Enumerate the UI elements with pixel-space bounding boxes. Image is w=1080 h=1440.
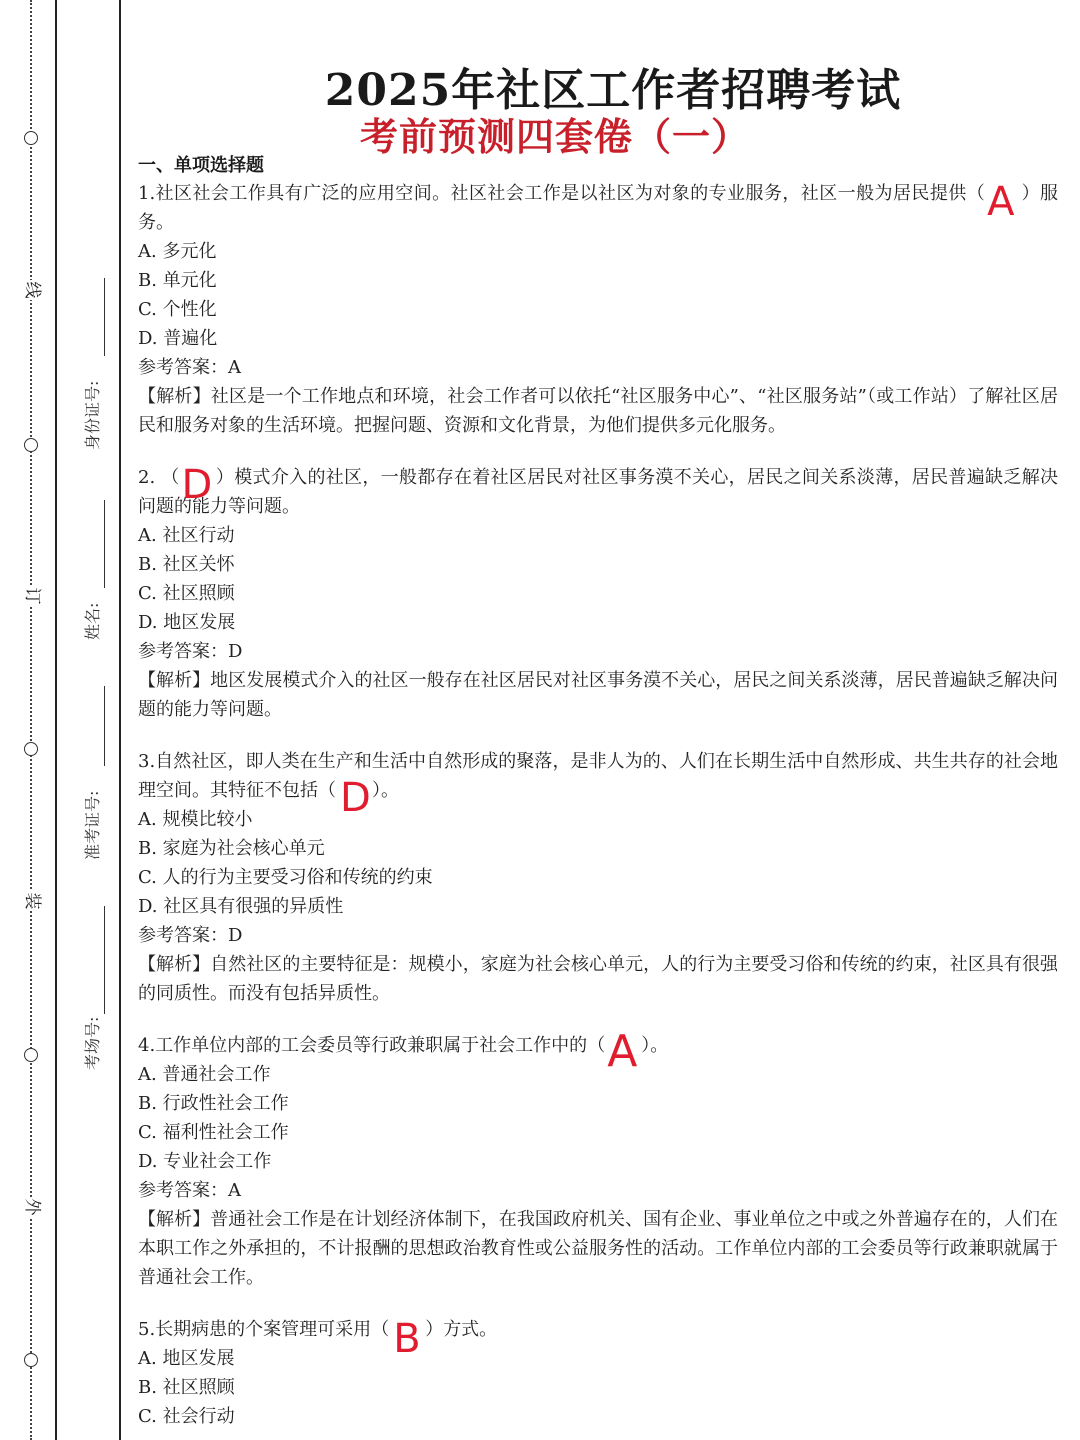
option-b: B. 家庭为社会核心单元	[138, 838, 325, 859]
option-d: D. 地区发展	[138, 612, 236, 633]
reference-answer: 参考答案：A	[138, 1180, 241, 1201]
analysis: 【解析】普通社会工作是在计划经济体制下，在我国政府机关、国有企业、事业单位之中或之外普遍存在的，人们在本职工作之外承担的，不计报酬的思想政治教育性或公益服务性的活动。工作单位内部的工会委员等行政兼职就属于普通社会工作。	[138, 1209, 1058, 1288]
field-blank	[104, 906, 105, 1014]
option-c: C. 人的行为主要受习俗和传统的约束	[138, 867, 433, 888]
punch-hole-icon	[24, 1048, 38, 1062]
field-blank	[104, 500, 105, 588]
field-label: 考场号:	[83, 1016, 102, 1070]
option-d: D. 专业社会工作	[138, 1151, 272, 1172]
field-label: 姓名:	[83, 602, 102, 640]
option-b: B. 社区关怀	[138, 554, 235, 575]
option-c: C. 社区照顾	[138, 583, 235, 604]
stem-text: 模式介入的社区，一般都存在着社区居民对社区事务漠不关心，居民之间关系淡薄，居民普遍缺乏解决问题的能力等问题。	[138, 467, 1059, 517]
question-5	[138, 1315, 1058, 1431]
exam-room-field	[62, 870, 122, 1070]
exam-subtitle: 考前预测四套倦（一）	[359, 114, 750, 159]
cut-mark-outside: 外	[22, 1198, 42, 1216]
field-blank	[104, 686, 105, 766]
question-1	[138, 179, 1058, 440]
stem-text: 社区社会工作具有广泛的应用空间。社区社会工作是以社区为对象的专业服务，社区一般为居民提供	[155, 183, 967, 204]
field-blank	[104, 278, 105, 356]
margin-rule-inner	[55, 0, 57, 1440]
name-field	[62, 440, 122, 640]
field-label: 身份证号:	[83, 380, 102, 450]
option-a: A. 社区行动	[138, 525, 235, 546]
section-heading: 一、单项选择题	[138, 155, 264, 176]
question-list	[138, 179, 1058, 1431]
analysis: 【解析】自然社区的主要特征是：规模小，家庭为社会核心单元，人的行为主要受习俗和传统的约束，社区具有很强的同质性。而没有包括异质性。	[138, 954, 1058, 1004]
binding-margin	[0, 0, 122, 1440]
field-label: 准考证号:	[83, 790, 102, 860]
stem-text: 服务。	[138, 183, 1059, 233]
punch-hole-icon	[24, 438, 38, 452]
option-b: B. 行政性社会工作	[138, 1093, 289, 1114]
option-c: C. 社会行动	[138, 1406, 235, 1427]
option-a: A. 普通社会工作	[138, 1064, 271, 1085]
handwritten-answer: A	[607, 1026, 638, 1077]
analysis: 【解析】社区是一个工作地点和环境，社会工作者可以依托“社区服务中心”、“社区服务站”（或工作站）了解社区居民和服务对象的生活环境。把握问题、资源和文化背景，为他们提供多元化服务。	[138, 386, 1058, 436]
question-number: 5.	[138, 1319, 156, 1340]
question-stem: 5.长期病患的个案管理可采用（ B ）方式。	[138, 1316, 498, 1362]
stem-text: 方式。	[443, 1319, 498, 1340]
punch-hole-icon	[24, 131, 38, 145]
question-number: 3.	[138, 751, 156, 772]
handwritten-answer: D	[340, 775, 371, 821]
punch-hole-icon	[24, 1353, 38, 1367]
option-b: B. 社区照顾	[138, 1377, 235, 1398]
option-a: A. 规模比较小	[138, 809, 253, 830]
question-stem: 4.工作单位内部的工会委员等行政兼职属于社会工作中的（ A ）。	[138, 1026, 669, 1077]
question-number: 1.	[138, 183, 156, 204]
question-number: 2.	[138, 467, 156, 488]
punch-hole-icon	[24, 742, 38, 756]
admission-number-field	[62, 660, 122, 860]
handwritten-answer: D	[181, 462, 213, 508]
analysis: 【解析】地区发展模式介入的社区一般存在社区居民对社区事务漠不关心，居民之间关系淡薄，居民普遍缺乏解决问题的能力等问题。	[138, 670, 1058, 720]
option-d: D. 普遍化	[138, 328, 218, 349]
option-d: D. 社区具有很强的异质性	[138, 896, 344, 917]
stem-text: 。	[381, 780, 399, 801]
id-number-field	[62, 250, 122, 450]
question-stem: 2. （ D ）模式介入的社区，一般都存在着社区居民对社区事务漠不关心，居民之间关系淡薄，居民普遍缺乏解决问题的能力等问题。	[138, 462, 1059, 517]
option-a: A. 地区发展	[138, 1348, 235, 1369]
handwritten-answer: A	[987, 179, 1015, 225]
question-stem: 3.自然社区，即人类在生产和生活中自然形成的聚落，是非人为的、人们在长期生活中自然形成、共生共存的社会地理空间。其特征不包括（ D ）。	[138, 751, 1058, 821]
reference-answer: 参考答案：D	[138, 925, 243, 946]
stem-text: 。	[650, 1035, 669, 1056]
reference-answer: 参考答案：A	[138, 357, 241, 378]
cut-line	[30, 0, 32, 1440]
option-c: C. 福利性社会工作	[138, 1122, 289, 1143]
question-2	[138, 463, 1058, 724]
question-number: 4.	[138, 1035, 156, 1056]
question-stem: 1.社区社会工作具有广泛的应用空间。社区社会工作是以社区为对象的专业服务，社区一般为居民提供（ A ）服务。	[138, 179, 1059, 233]
exam-title: 2025年社区工作者招聘考试	[324, 65, 902, 116]
question-3	[138, 747, 1058, 1008]
cut-mark-bind: 订	[22, 587, 42, 605]
option-c: C. 个性化	[138, 299, 217, 320]
handwritten-answer: B	[393, 1316, 421, 1362]
cut-mark-line: 线	[22, 281, 42, 299]
reference-answer: 参考答案：D	[138, 641, 243, 662]
option-a: A. 多元化	[138, 241, 217, 262]
stem-text: 自然社区，即人类在生产和生活中自然形成的聚落，是非人为的、人们在长期生活中自然形成、共生共存的社会地理空间。其特征不包括	[138, 751, 1058, 801]
option-b: B. 单元化	[138, 270, 217, 291]
question-4	[138, 1026, 1058, 1292]
stem-text: 长期病患的个案管理可采用	[155, 1319, 372, 1340]
cut-mark-mount: 装	[22, 892, 42, 910]
stem-text: 工作单位内部的工会委员等行政兼职属于社会工作中的	[155, 1035, 588, 1056]
